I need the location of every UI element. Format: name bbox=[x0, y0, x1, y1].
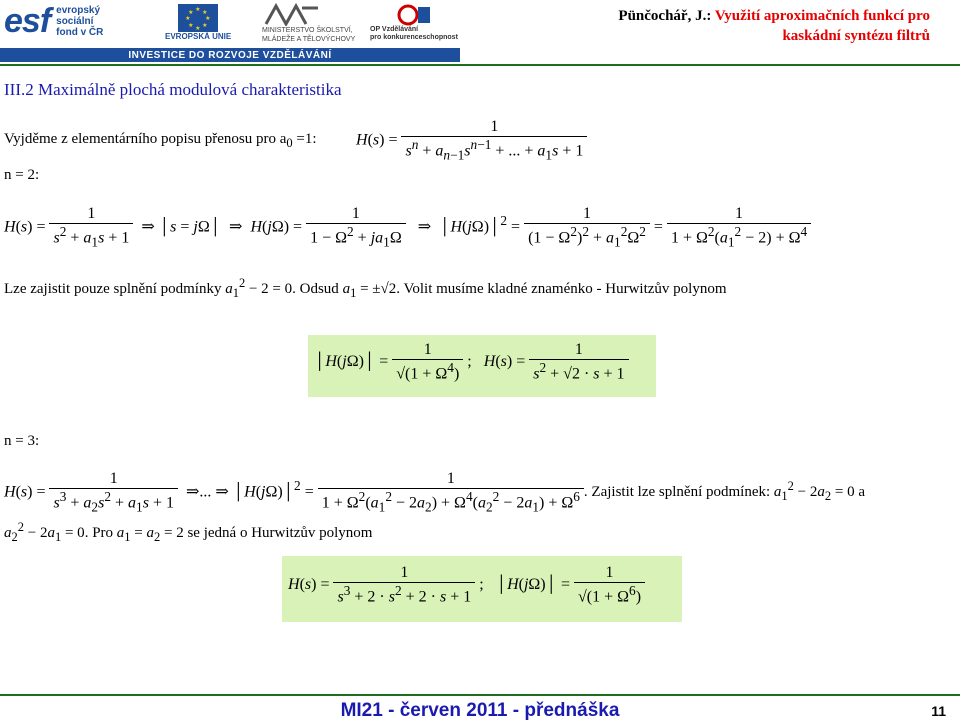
header-divider bbox=[0, 64, 960, 66]
esf-logo-text: evropský sociální fond v ČR bbox=[56, 5, 104, 38]
header-author: Pünčochář, J.: bbox=[618, 8, 712, 24]
section-title: III.2 Maximálně plochá modulová charakteristika bbox=[4, 80, 342, 99]
n3-condition-line: $a_2^2 - 2a_1 = 0$. Pro $a_1 = a_2 = 2$ se jedná o Hurwitzův polynom bbox=[4, 520, 373, 544]
op-mark-icon bbox=[396, 4, 432, 26]
n2-label: n = 2: bbox=[4, 167, 40, 183]
footer-text: MI21 - červen 2011 - přednáška bbox=[340, 700, 620, 721]
eu-logo-text: EVROPSKÁ UNIE bbox=[165, 32, 232, 41]
msmt-logo-text: MINISTERSTVO ŠKOLSTVÍ, MLÁDEŽE A TĚLOVÝCHOVY bbox=[262, 27, 356, 43]
general-transfer-equation: H(s) = $\frac{1}{s^n + a_{n-1}s^{n-1} + ... + a_1s + 1}$ bbox=[356, 118, 587, 164]
eu-logo bbox=[165, 4, 231, 41]
n2-condition-line: Lze zajistit pouze splnění podmínky $a_1^2 - 2 = 0$. Odsud $a_1 = \pm√2$. Volit musíme kladné znaménko - Hurwitzův polynom bbox=[4, 276, 727, 300]
msmt-mark-icon bbox=[262, 2, 322, 26]
intro-text: Vyjděme z elementárního popisu přenosu pro $a_0 =1$: bbox=[4, 131, 317, 150]
header-title-line1: Využití aproximačních funkcí pro bbox=[714, 8, 930, 24]
esf-logo bbox=[4, 2, 103, 41]
eu-flag-icon: ★ ★ ★ ★ ★ ★ ★ ★ bbox=[178, 4, 218, 32]
msmt-logo bbox=[262, 2, 355, 44]
n3-result-box: H(s) = $\frac{1}{s^3 + 2 \cdot s^2 + 2 \cdot s + 1}$ ; │H(jΩ)│ = $\frac{1}{√(1 + \Omega^6)}$ bbox=[282, 556, 682, 622]
n3-label: n = 3: bbox=[4, 433, 40, 449]
esf-logo-mark: esf bbox=[4, 2, 51, 40]
slide-header bbox=[618, 6, 930, 46]
n2-derivation: H(s) = $\frac{1}{s^2 + a_1s + 1}$ ⇒ │s = jΩ│ ⇒ H(jΩ) = $\frac{1}{1 - \Omega^2 + ja_1\Omega}$ ⇒ │H(jΩ)│$^2$ = $\frac{1}{(1 - \Omega^2)^2 + a_1^2\Omega^2}$ = $\frac{1}{1 + \Omega^2(a_1^2 - 2) + \Omega^4}$ bbox=[4, 205, 811, 251]
header-title-line2: kaskádní syntézu filtrů bbox=[782, 28, 930, 44]
investice-banner: INVESTICE DO ROZVOJE VZDĚLÁVÁNÍ bbox=[0, 48, 460, 62]
footer-divider bbox=[0, 694, 960, 696]
page-number: 11 bbox=[931, 703, 946, 719]
op-logo-text: OP Vzdělávání pro konkurenceschopnost bbox=[370, 26, 458, 41]
n3-derivation: H(s) = $\frac{1}{s^3 + a_2s^2 + a_1s + 1}$ ⇒... ⇒ │H(jΩ)│$^2$ = $\frac{1}{1 + \Omega^2(a_1^2 - 2a_2) + \Omega^4(a_2^2 - 2a_1) + \Omega^6}$ . Zajistit lze splnění podmínek: $a_1^2 - 2a_2 = 0$ a bbox=[4, 470, 865, 515]
n2-result-box: │H(jΩ)│ = $\frac{1}{√(1 + \Omega^4)}$ ; H(s) = $\frac{1}{s^2 + √2 \cdot s + 1}$ bbox=[308, 335, 656, 397]
op-logo bbox=[370, 4, 458, 42]
logo-strip bbox=[0, 0, 460, 62]
